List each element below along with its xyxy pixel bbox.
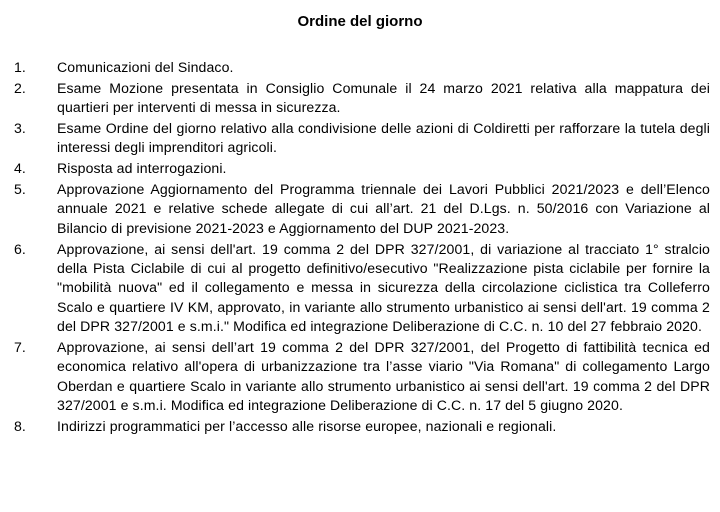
agenda-item-text: Esame Ordine del giorno relativo alla condivisione delle azioni di Coldiretti per rafforzare la tutela degli interessi degli imprenditori agricoli.: [57, 120, 710, 156]
agenda-item-text: Approvazione, ai sensi dell'art. 19 comma 2 del DPR 327/2001, di variazione al tracciato 1° stralcio della Pista Ciclabile di cui al progetto definitivo/esecutivo "Realizzazione pista ciclabile per fornire la "mobilità nuova" ed il collegamento e messa in sicurezza della circolazione ciclistica tra Colleferro Scalo e quartiere IV KM, approvato, in variante allo strumento urbanistico ai sensi dell'art. 19 comma 2 del DPR 327/2001 e s.m.i." Modifica ed integrazione Deliberazione di C.C. n. 10 del 27 febbraio 2020.: [57, 240, 710, 335]
agenda-item-1: [14, 58, 710, 79]
agenda-item-number: 6.: [14, 240, 26, 257]
agenda-item-text: Comunicazioni del Sindaco.: [57, 59, 234, 75]
agenda-item-text: Risposta ad interrogazioni.: [57, 160, 227, 177]
agenda-item-text: Approvazione Aggiornamento del Programma triennale dei Lavori Pubblici 2021/2023 e dell’Elenco annuale 2021 e relative schede allegate di cui all’art. 21 del D.Lgs. n. 50/2016 con Variazione al Bilancio di previsione 2021-2023 e Aggiornamento del DUP 2021-2023.: [57, 181, 710, 236]
agenda-item-number: 1.: [14, 59, 26, 75]
document-title: Ordine del giorno: [297, 13, 423, 30]
agenda-item-text: Esame Mozione presentata in Consiglio Comunale il 24 marzo 2021 relativa alla mappatura dei quartieri per interventi di messa in sicurezza.: [57, 79, 710, 116]
agenda-item-number: 2.: [14, 79, 26, 96]
agenda-list: [14, 58, 710, 438]
agenda-item-text: Approvazione, ai sensi dell’art 19 comma 2 del DPR 327/2001, del Progetto di fattibilità tecnica ed economica relativo all'opera di urbanizzazione tra l’asse viario "Via Romana" di collegamento Largo Oberdan e quartiere Scalo in variante allo strumento urbanistico ai sensi dell'art. 19 comma 2 del DPR 327/2001 e s.m.i. Modifica ed integrazione Deliberazione di C.C. n. 17 del 5 giugno 2020.: [57, 339, 710, 414]
agenda-item-number: 4.: [14, 160, 26, 177]
agenda-item-3: [14, 119, 710, 159]
agenda-item-4: [14, 159, 710, 180]
agenda-item-2: [14, 79, 710, 119]
agenda-item-text: Indirizzi programmatici per l’accesso alle risorse europee, nazionali e regionali.: [57, 418, 557, 435]
agenda-item-5: [14, 180, 710, 240]
agenda-item-6: [14, 240, 710, 338]
agenda-item-8: [14, 417, 710, 438]
agenda-item-number: 8.: [14, 418, 26, 435]
agenda-item-number: 5.: [14, 181, 26, 197]
agenda-item-number: 7.: [14, 339, 26, 356]
agenda-item-7: [14, 338, 710, 417]
agenda-item-number: 3.: [14, 120, 26, 136]
